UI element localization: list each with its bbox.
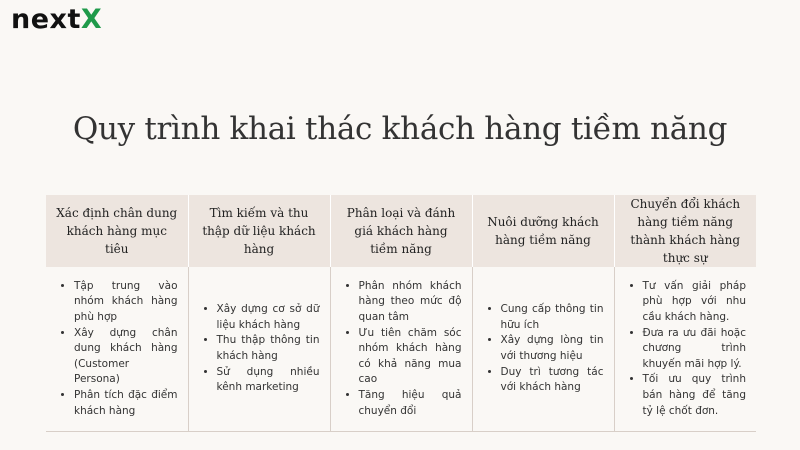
step-5-list (621, 279, 747, 419)
step-1-cell (46, 267, 188, 432)
step-5-cell (614, 267, 756, 432)
list-item: • Thu thập thông tin khách hàng (217, 333, 320, 364)
list-item: • Cung cấp thông tin hữu ích (501, 302, 604, 333)
list-item: • Xây dựng chân dung khách hàng (Customer Persona) (74, 326, 178, 388)
page-title: Quy trình khai thác khách hàng tiềm năng (72, 111, 728, 147)
step-3-cell (330, 267, 472, 432)
list-item: • Tăng hiệu quả chuyển đổi (359, 388, 462, 419)
step-1-heading: Xác định chân dung khách hàng mục tiêu (46, 195, 188, 267)
step-2-heading: Tìm kiếm và thu thập dữ liệu khách hàng (188, 195, 330, 267)
list-item: • Duy trì tương tác với khách hàng (501, 365, 604, 396)
step-3-heading: Phân loại và đánh giá khách hàng tiềm năng (330, 195, 472, 267)
list-item: • Phân nhóm khách hàng theo mức độ quan tâm (359, 279, 462, 326)
step-1-list (52, 279, 178, 419)
list-item: • Xây dựng cơ sở dữ liệu khách hàng (217, 302, 320, 333)
list-item: • Xây dựng lòng tin với thương hiệu (501, 333, 604, 364)
step-3-list (337, 279, 462, 419)
list-item: • Tư vấn giải pháp phù hợp với nhu cầu khách hàng. (643, 279, 747, 326)
step-5-heading: Chuyển đổi khách hàng tiềm năng thành khách hàng thực sự (614, 195, 756, 267)
list-item: • Phân tích đặc điểm khách hàng (74, 388, 178, 419)
process-table (46, 195, 756, 432)
logo-text: next (11, 4, 81, 35)
logo-accent-x: X (80, 4, 103, 35)
list-item: • Sử dụng nhiều kênh marketing (217, 365, 320, 396)
list-item: • Đưa ra ưu đãi hoặc chương trình khuyến mãi hợp lý. (643, 326, 747, 373)
list-item: • Ưu tiên chăm sóc nhóm khách hàng có khả năng mua cao (359, 326, 462, 388)
header-row (46, 195, 756, 267)
step-4-cell (472, 267, 614, 432)
step-2-cell (188, 267, 330, 432)
step-2-list (195, 302, 320, 396)
list-item: • Tập trung vào nhóm khách hàng phù hợp (74, 279, 178, 326)
list-item: • Tối ưu quy trình bán hàng để tăng tỷ lệ chốt đơn. (643, 372, 747, 419)
step-4-list (479, 302, 604, 396)
nextx-logo (11, 4, 102, 35)
step-4-heading: Nuôi dưỡng khách hàng tiềm năng (472, 195, 614, 267)
content-row (46, 267, 756, 432)
